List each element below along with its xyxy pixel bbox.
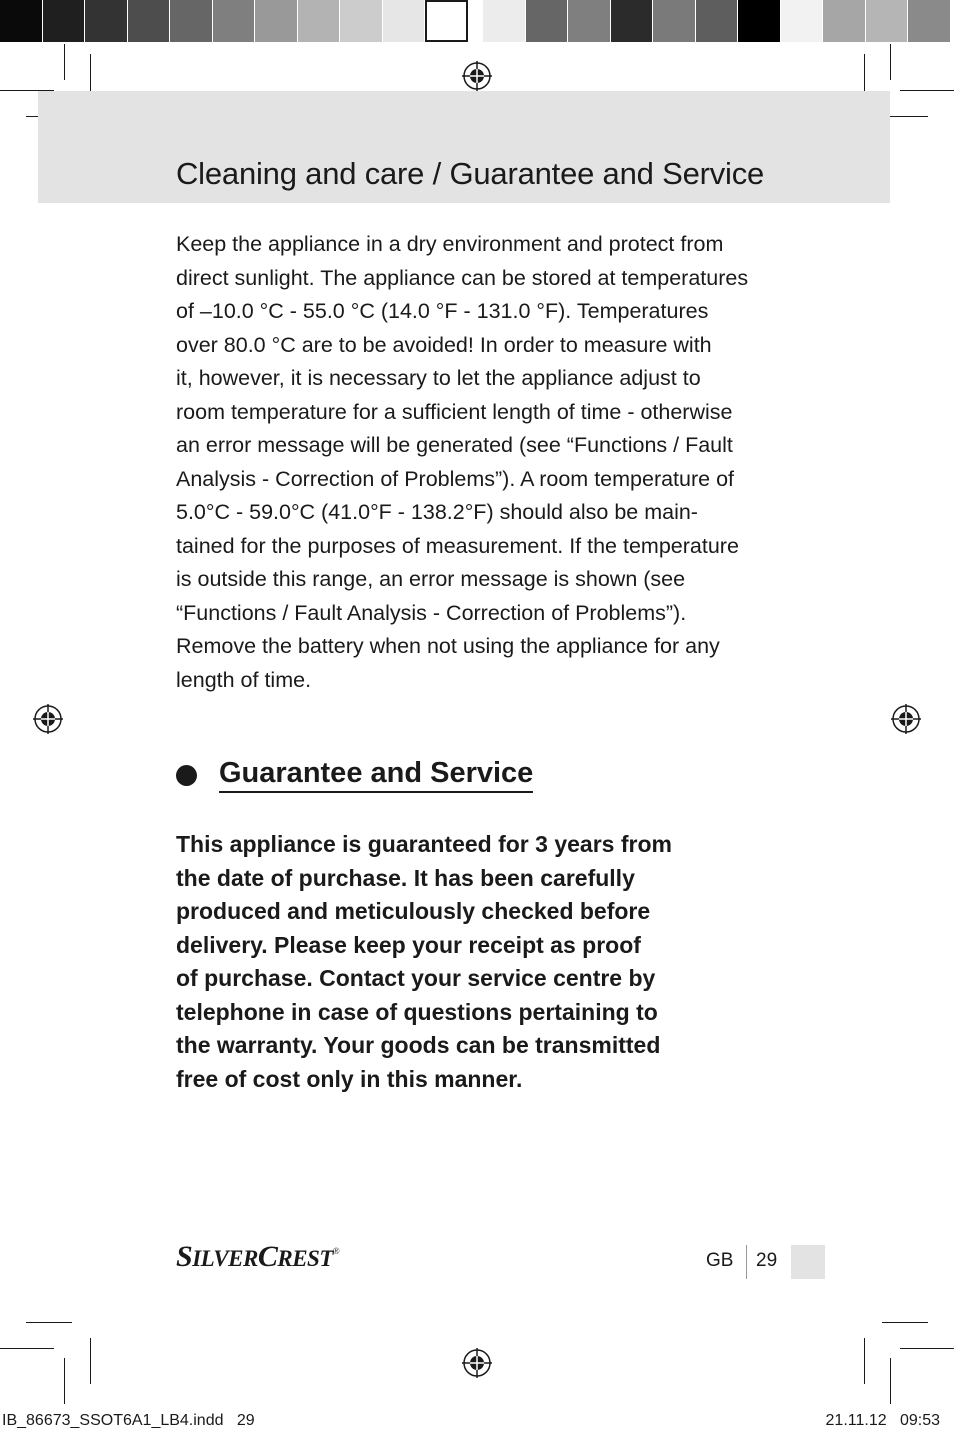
paragraph-line: Remove the battery when not using the appliance for any (176, 634, 720, 658)
color-swatch (85, 0, 128, 42)
color-swatch (781, 0, 824, 42)
crop-mark (890, 1358, 891, 1404)
crop-mark (0, 1348, 54, 1349)
color-bar-right (483, 0, 951, 46)
crop-mark (900, 90, 954, 91)
slug-timestamp: 21.11.12 09:53 (825, 1412, 940, 1429)
color-swatch (213, 0, 256, 42)
registration-mark-icon (462, 61, 492, 91)
paragraph-line: it, however, it is necessary to let the appliance adjust to (176, 366, 701, 390)
brand-letter: C (257, 1240, 278, 1273)
registration-mark-icon (33, 704, 63, 734)
crop-mark (64, 44, 65, 80)
crop-mark (26, 1322, 72, 1323)
color-swatch (908, 0, 951, 42)
color-swatch (0, 0, 43, 42)
page-number: 29 (756, 1250, 778, 1271)
crop-mark (90, 1338, 91, 1384)
paragraph-line: room temperature for a sufficient length of time - otherwise (176, 399, 733, 424)
crop-mark (900, 1348, 954, 1349)
crop-mark (882, 1322, 928, 1323)
paragraph-line: This appliance is guaranteed for 3 years from (176, 831, 672, 857)
brand-letters: REST (277, 1246, 333, 1271)
color-swatch (696, 0, 739, 42)
crop-mark (890, 44, 891, 80)
brand-logo (176, 1240, 339, 1274)
paragraph-line: direct sunlight. The appliance can be stored at temperatures (176, 265, 749, 290)
color-swatch (483, 0, 526, 42)
paragraph-line: over 80.0 °C are to be avoided! In order to measure with (176, 332, 712, 357)
brand-letters: ILVER (192, 1246, 258, 1271)
crop-mark (64, 1358, 65, 1404)
color-bar-left (0, 0, 468, 46)
paragraph-line: Analysis - Correction of Problems”). A room temperature of (176, 466, 735, 491)
color-swatch (653, 0, 696, 42)
registration-mark-icon (891, 704, 921, 734)
paragraph-line: free of cost only in this manner. (176, 1065, 523, 1092)
paragraph-line: “Functions / Fault Analysis - Correction of Problems”). (176, 600, 687, 625)
language-code: GB (706, 1250, 734, 1271)
bullet-icon (176, 765, 197, 786)
paragraph-line: telephone in case of questions pertaining to (176, 998, 658, 1025)
paragraph-line: 5.0°C - 59.0°C (41.0°F - 138.2°F) should also be main- (176, 500, 698, 524)
paragraph-line: an error message will be generated (see “Functions / Fault (176, 433, 733, 457)
paragraph-line: the warranty. Your goods can be transmitted (176, 1032, 661, 1058)
color-swatch (255, 0, 298, 42)
color-swatch (866, 0, 909, 42)
paragraph-line: length of time. (176, 667, 312, 692)
section-title: Guarantee and Service (219, 757, 533, 793)
page-title: Cleaning and care / Guarantee and Service (176, 156, 765, 191)
color-swatch (128, 0, 171, 42)
registration-mark-icon (462, 1348, 492, 1378)
guarantee-paragraph (176, 828, 786, 1096)
color-swatch (425, 0, 468, 42)
color-swatch (738, 0, 781, 42)
color-swatch (611, 0, 654, 42)
brand-letter: S (176, 1240, 193, 1273)
paragraph-line: of –10.0 °C - 55.0 °C (14.0 °F - 131.0 °F). Temperatures (176, 299, 709, 323)
crop-mark (864, 1338, 865, 1384)
color-swatch (298, 0, 341, 42)
registered-mark: ® (332, 1246, 340, 1256)
color-swatch (383, 0, 426, 42)
page-tab (791, 1245, 825, 1279)
color-swatch (526, 0, 569, 42)
color-swatch (340, 0, 383, 42)
paragraph-line: produced and meticulously checked before (176, 898, 651, 924)
footer-divider (746, 1245, 747, 1279)
color-swatch (170, 0, 213, 42)
color-swatch (823, 0, 866, 42)
paragraph-line: the date of purchase. It has been carefully (176, 864, 635, 891)
slug-file-info: IB_86673_SSOT6A1_LB4.indd 29 (2, 1412, 255, 1429)
color-swatch (568, 0, 611, 42)
paragraph-line: of purchase. Contact your service centre by (176, 965, 656, 991)
paragraph-line: delivery. Please keep your receipt as proof (176, 931, 641, 958)
section-heading (176, 757, 533, 793)
storage-paragraph (176, 228, 786, 697)
paragraph-line: tained for the purposes of measurement. If the temperature (176, 533, 739, 558)
paragraph-line: Keep the appliance in a dry environment and protect from (176, 232, 724, 256)
color-swatch (43, 0, 86, 42)
paragraph-line: is outside this range, an error message is shown (see (176, 567, 686, 591)
